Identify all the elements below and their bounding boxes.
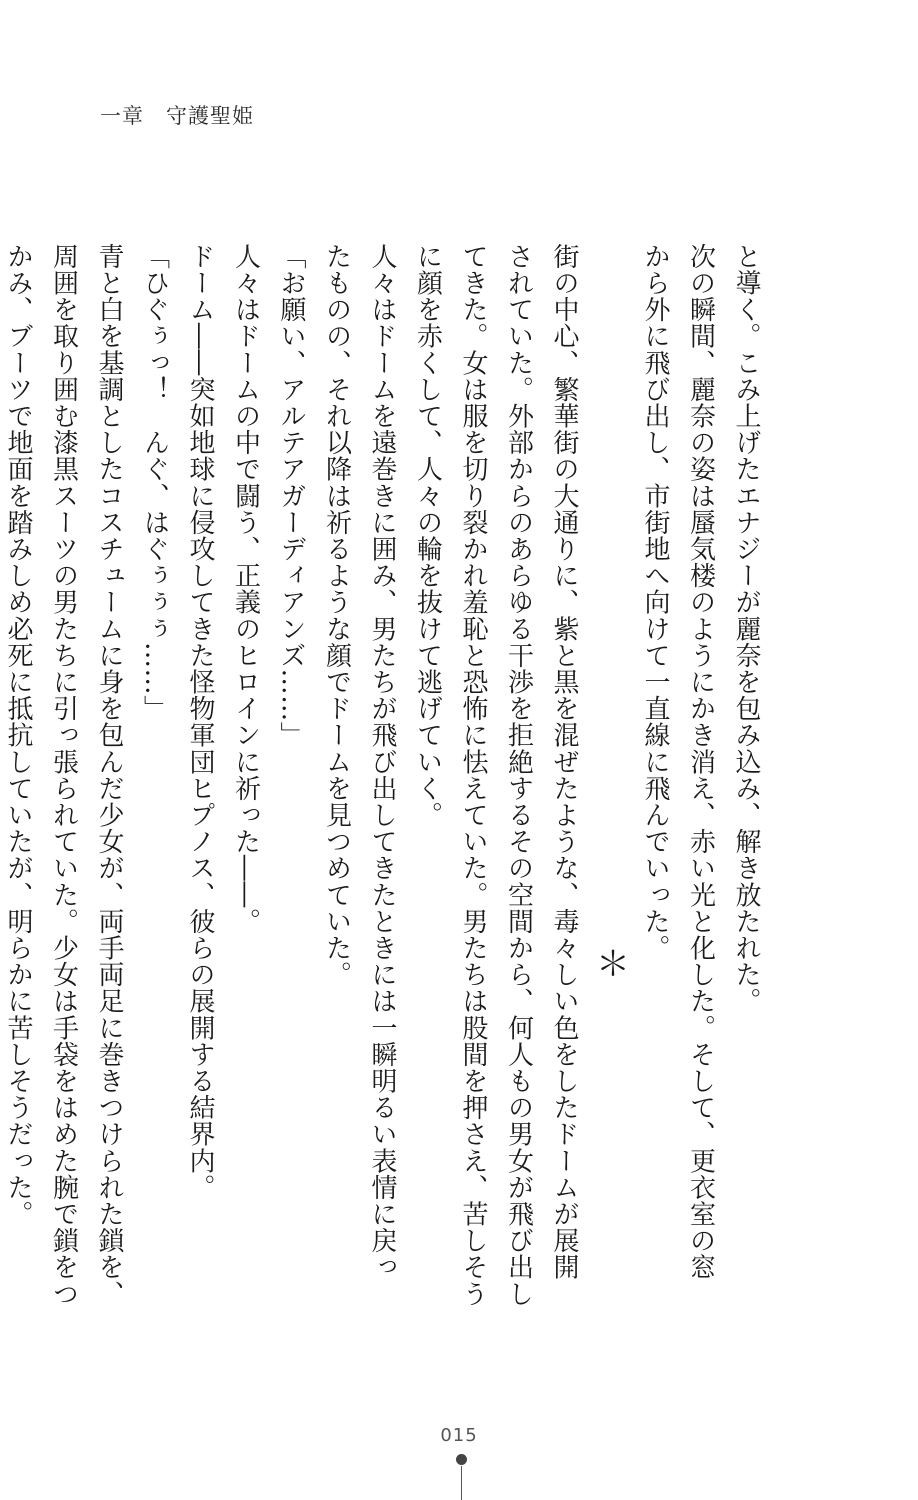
folio-dot	[456, 1454, 467, 1465]
text-line: 人々はドームの中で闘う、正義のヒロインに祈った――。	[230, 243, 261, 935]
text-line: 「お願い、アルテアガーディアンズ……」	[276, 243, 306, 749]
text-line: 次の瞬間、麗奈の姿は蜃気楼のようにかき消え、赤い光と化した。そして、更衣室の窓	[685, 243, 716, 1281]
text-line: 「ひぐぅっ！ んぐ、はぐぅぅぅ……」	[139, 243, 170, 722]
page-number: 015	[440, 1425, 478, 1446]
text-line: 青と白を基調としたコスチュームに身を包んだ少女が、両手両足に巻きつけられた鎖を、	[94, 243, 124, 1307]
text-line: ドーム――突如地球に侵攻してきた怪物軍団ヒプノス、彼らの展開する結界内。	[185, 243, 215, 1201]
text-line: から外に飛び出し、市街地へ向けて一直線に飛んでいった。	[640, 243, 670, 962]
running-head: 一章 守護聖姫	[100, 104, 254, 128]
text-line: 人々はドームを遠巻きに囲み、男たちが飛び出してきたときには一瞬明るい表情に戻っ	[367, 243, 397, 1281]
folio-rule	[461, 1466, 462, 1500]
text-line: と導く。こみ上げたエナジーが麗奈を包み込み、解き放たれた。	[731, 243, 761, 1015]
text-line: に顔を赤くして、人々の輪を抜けて逃げていく。	[412, 243, 443, 829]
scene-break: ＊	[589, 945, 630, 981]
text-line: てきた。女は服を切り裂かれ羞恥と恐怖に怯えていた。男たちは股間を押さえ、苦しそう	[458, 243, 488, 1307]
text-line: 街の中心、繁華街の大通りに、紫と黒を混ぜたような、毒々しい色をしたドームが展開	[549, 243, 579, 1281]
text-line: 周囲を取り囲む漆黒スーツの男たちに引っ張られていた。少女は手袋をはめた腕で鎖をつ	[48, 243, 79, 1307]
text-line: たものの、それ以降は祈るような顔でドームを見つめていた。	[321, 243, 352, 988]
body-text	[3, 243, 768, 1307]
text-line: かみ、ブーツで地面を踏みしめ必死に抵抗していたが、明らかに苦しそうだった。	[3, 243, 33, 1228]
text-line: されていた。外部からのあらゆる干渉を拒絶するその空間から、何人もの男女が飛び出し	[503, 243, 534, 1307]
